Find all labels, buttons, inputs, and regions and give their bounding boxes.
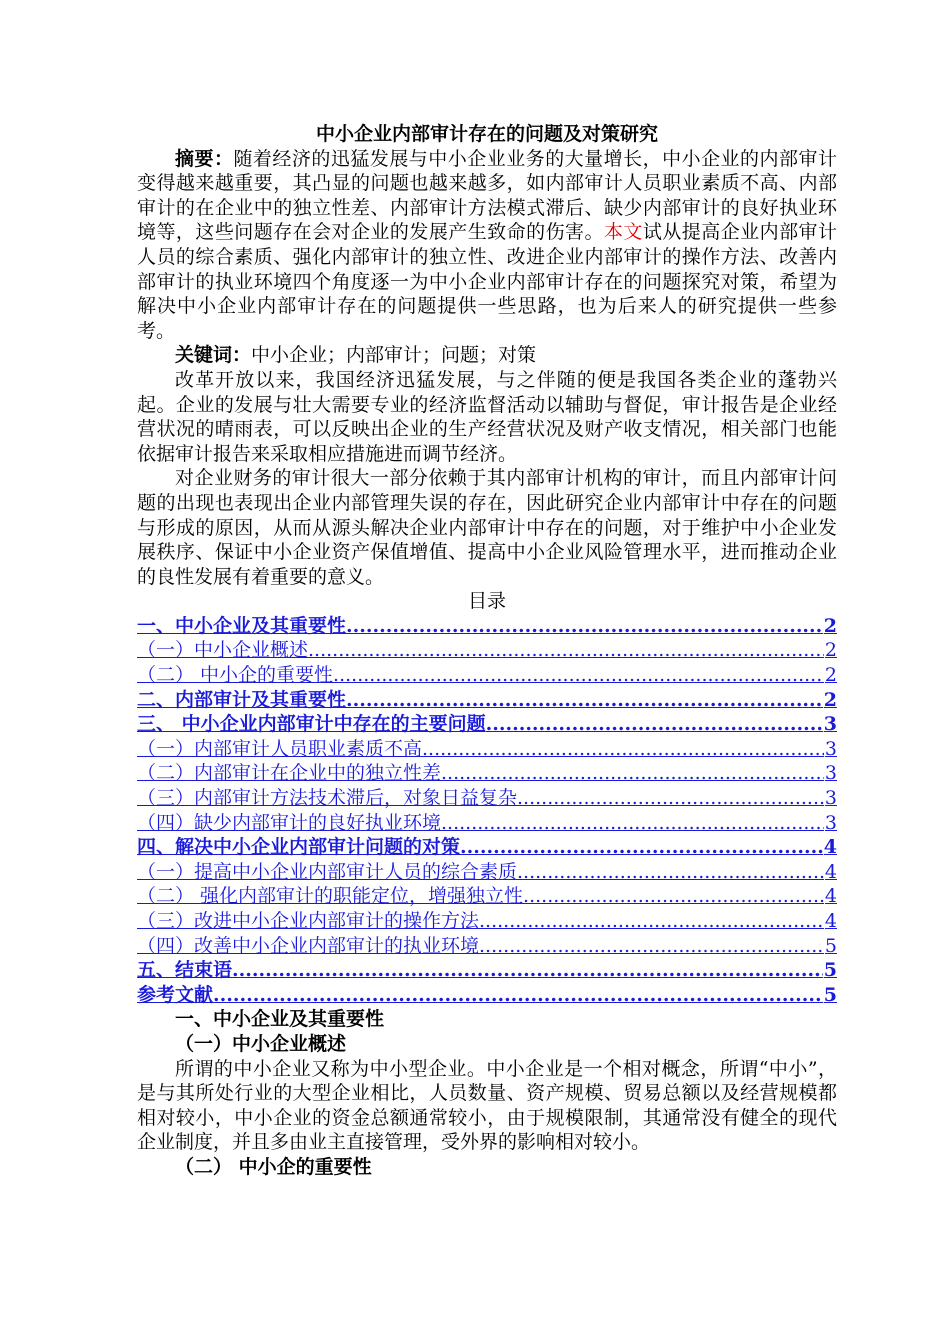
toc-entry[interactable] [137,884,837,909]
toc-dot-leader [346,614,823,639]
toc-entry[interactable] [137,761,837,786]
toc-dot-leader [479,934,824,959]
toc-entry[interactable] [137,811,837,836]
toc-entry-label: （一）内部审计人员职业素质不高 [137,737,423,760]
toc-page-number: 2 [823,614,837,637]
intro-paragraph-2 [137,466,837,589]
toc-entry-label: （三）内部审计方法技术滞后，对象日益复杂 [137,787,518,810]
toc-entry[interactable] [137,737,837,762]
toc-entry-label: 三、 中小企业内部审计中存在的主要问题 [137,713,486,736]
toc-page-number: 2 [823,688,837,711]
subsection-heading-1: （一）中小企业概述 [175,1032,347,1055]
toc-entry[interactable] [137,860,837,885]
toc-entry-label: （二）内部审计在企业中的独立性差 [137,762,442,785]
toc-dot-leader [213,983,823,1008]
toc-page-number: 4 [824,860,837,883]
toc-entry-label: （二） 中小企的重要性 [137,664,334,687]
toc-dot-leader [333,663,824,688]
toc-dot-leader [517,860,824,885]
toc-title: 目录 [467,590,506,613]
toc-page-number: 2 [824,664,837,687]
toc-entry[interactable] [137,934,837,959]
toc-entry-label: 参考文献 [137,983,214,1006]
toc-entry[interactable] [137,712,837,737]
toc-dot-leader [308,638,824,663]
toc-dot-leader [523,884,824,909]
toc-entry[interactable] [137,835,837,860]
intro2-text-b: 形成的原因，从而从源头解决企业内部审计中存在的问题，对于维护中小企业发展秩序、保证中小企业资产保值增值、提高中小企业风险管理水平，进而推动企业的良性发展有着重要的意义。 [137,516,837,588]
toc-dot-leader [346,688,823,713]
toc-entry-label: （一）中小企业概述 [137,639,309,662]
abstract-text-a: 随着经济的迅猛发展与中小企业业务的大量增长，中小企业的内部审计变得越来越重要，其凸显的问题也越来越多，如内部审计人员职业素质不高、内部审计的在企业中的独立性差、内部审计方法模式滞后、缺少内部审计的良好执业环境等，这些问题存在会对企业的发展产生致命的伤害。 [137,147,837,244]
toc-entry[interactable] [137,786,837,811]
toc-entry-label: （三）改进中小企业内部审计的操作方法 [137,910,480,932]
keywords-label: 关键词： [175,344,252,367]
toc-page-number: 2 [824,639,837,662]
toc-page-number: 5 [823,959,837,982]
intro-paragraph-1: 改革开放以来，我国经济迅猛发展，与之伴随的便是我国各类企业的蓬勃兴起。企业的发展与壮大需要专业的经济监督活动以辅助与督促，审计报告是企业经营状况的晴雨表，可以反映出企业的生产经营状况及财产收支情况，相关部门也能依据审计报告来采取相应措施进而调节经济。 [137,368,837,465]
toc-entry[interactable] [137,909,837,934]
document-title: 中小企业内部审计存在的问题及对策研究 [315,123,658,145]
abstract-label: 摘要： [175,147,234,170]
keywords-text: 中小企业；内部审计；问题；对策 [251,344,537,367]
toc-entry[interactable] [137,638,837,663]
toc-dot-leader [517,786,824,811]
toc-entry-label: （四）缺少内部审计的良好执业环境 [137,811,442,834]
toc-entry-label: 二、内部审计及其重要性 [137,688,347,711]
keywords-paragraph [137,343,837,368]
toc-entry-label: 一、中小企业及其重要性 [137,614,347,637]
toc-page-number: 3 [824,787,837,810]
subsection-heading-2: （二） 中小企的重要性 [175,1155,372,1178]
toc-page-number: 3 [824,811,837,834]
abstract-red-text: 本文 [603,221,643,244]
toc-dot-leader [232,958,823,983]
document-page [137,122,837,1180]
toc-entry[interactable] [137,688,837,713]
toc-page-number: 5 [824,934,837,957]
toc-dot-leader [422,737,824,762]
section-heading: 一、中小企业及其重要性 [175,1008,385,1031]
table-of-contents [137,614,837,1008]
abstract-paragraph [137,147,837,344]
section-paragraph: 所谓的中小企业又称为中小型企业。中小企业是一个相对概念，所谓“中小”，是与其所处行业的大型企业相比，人员数量、资产规模、贸易总额以及经营规模都相对较小，中小企业的资金总额通常较小，由于规模限制，其通常没有健全的现代企业制度，并且多由业主直接管理，受外界的影响相对较小。 [137,1057,837,1154]
toc-dot-leader [460,835,823,860]
toc-entry-label: （二） 强化内部审计的职能定位，增强独立性 [137,885,524,908]
toc-page-number: 3 [824,762,837,785]
toc-page-number: 4 [824,885,837,908]
toc-page-number: 4 [824,910,837,932]
intro2-text-a: 对企业财务的审计很大一部分依赖于其内部审计机构的审计，而且内部审计问题的出现也表现出企业内部管理失误的存在，因此研究企业内部审计中存在的问题与 [137,467,837,539]
toc-entry[interactable] [137,958,837,983]
toc-entry[interactable] [137,663,837,688]
toc-entry-label: （四）改善中小企业内部审计的执业环境 [137,934,480,957]
toc-page-number: 3 [823,713,837,736]
toc-entry-label: 五、结束语 [137,959,233,982]
toc-dot-leader [479,909,824,934]
toc-dot-leader [441,761,824,786]
toc-entry[interactable] [137,614,837,639]
toc-page-number: 5 [823,983,837,1006]
toc-entry-label: （一）提高中小企业内部审计人员的综合素质 [137,860,518,883]
toc-entry[interactable] [137,983,837,1008]
toc-dot-leader [486,712,823,737]
toc-page-number: 4 [823,836,837,859]
toc-entry-label: 四、解决中小企业内部审计问题的对策 [137,836,461,859]
toc-page-number: 3 [824,737,837,760]
toc-dot-leader [441,811,824,836]
abstract-text-b: 试从提高企业内部审计人员的综合素质、强化内部审计的独立性、改进企业内部审计的操作方法、改善内部审计的执业环境四个角度逐一为中小企业内部审计存在的问题探究对策，希望为解决中小企业内部审计存在的问题提供一些思路，也为后来人的研究提供一些参考。 [137,221,837,342]
